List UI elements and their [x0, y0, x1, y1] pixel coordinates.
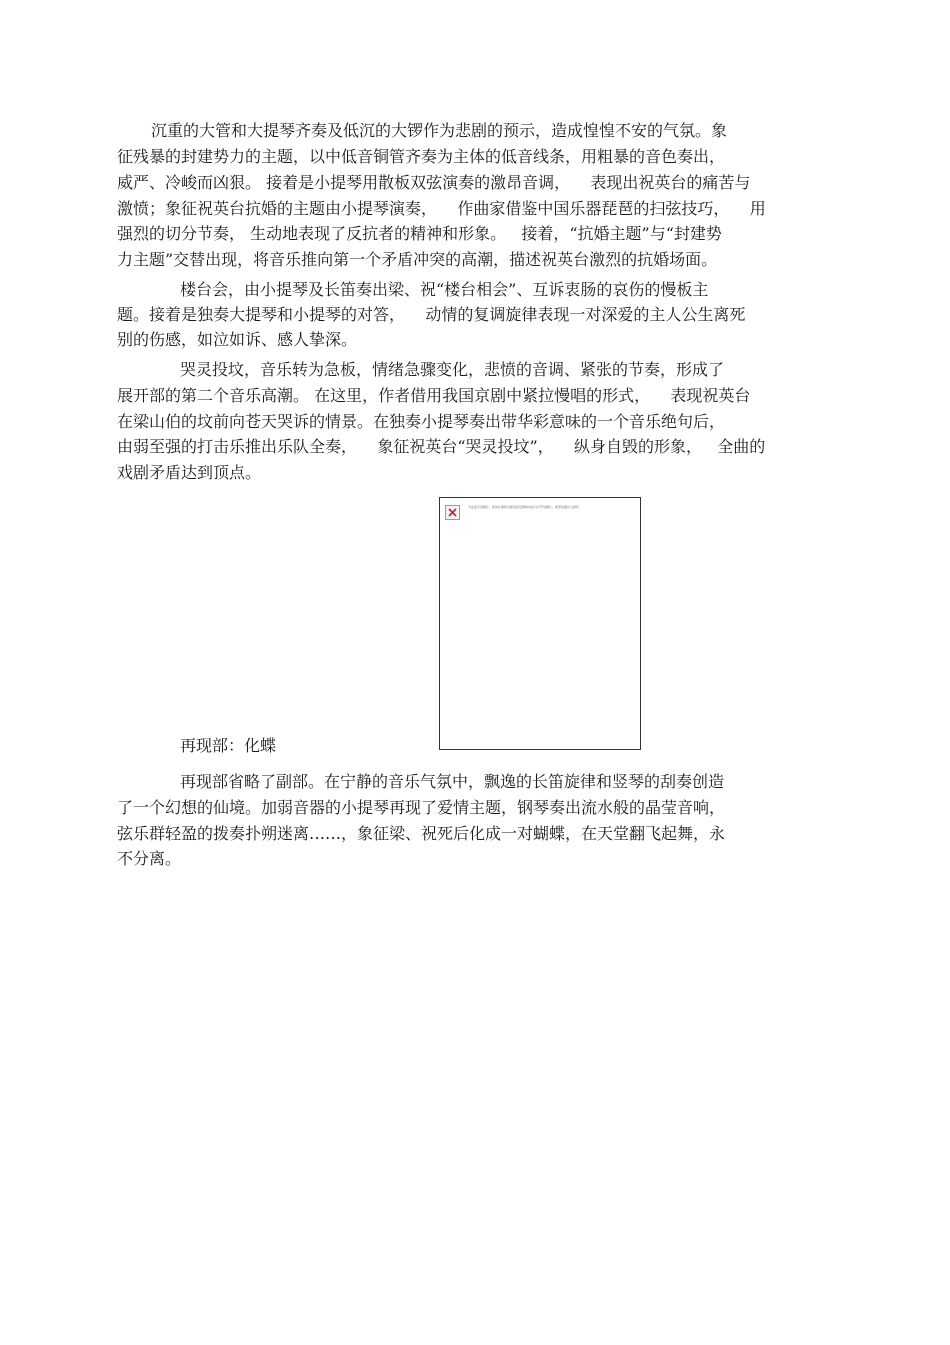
text-line: 威严、冷峻而凶狠。 接着是小提琴用散板双弦演奏的激昂音调， 表现出祝英台的痛苦与	[117, 173, 751, 192]
text-line: 激愤；象征祝英台抗婚的主题由小提琴演奏， 作曲家借鉴中国乐器琵琶的扫弦技巧， 用	[117, 199, 766, 218]
broken-image-placeholder	[439, 497, 641, 750]
text-line: 沉重的大管和大提琴齐奏及低沉的大锣作为悲剧的预示，造成惶惶不安的气氛。象	[151, 121, 728, 140]
image-alt-text: 无法显示该图片。你的计算机可能没有足够的内存以打开该图片，或者该图片已损坏。	[468, 505, 583, 509]
text-line: 弦乐群轻盈的拨奏扑朔迷离……，象征梁、祝死后化成一对蝴蝶，在天堂翻飞起舞，永	[117, 824, 726, 843]
text-line: 在梁山伯的坟前向苍天哭诉的情景。在独奏小提琴奏出带华彩意味的一个音乐绝句后，	[117, 412, 726, 431]
text-line: 戏剧矛盾达到顶点。	[117, 463, 262, 482]
text-line: 力主题”交替出现，将音乐推向第一个矛盾冲突的高潮，描述祝英台激烈的抗婚场面。	[117, 250, 718, 269]
text-line: 征残暴的封建势力的主题，以中低音铜管齐奏为主体的低音线条，用粗暴的音色奏出，	[117, 147, 726, 166]
text-line: 楼台会，由小提琴及长笛奏出梁、祝“楼台相会”、互诉衷肠的哀伤的慢板主	[180, 280, 709, 299]
broken-image-icon	[445, 505, 460, 520]
text-line: 哭灵投坟，音乐转为急板，情绪急骤变化，悲愤的音调、紧张的节奏，形成了	[180, 360, 725, 379]
text-line: 不分离。	[117, 849, 182, 868]
text-line: 由弱至强的打击乐推出乐队全奏， 象征祝英台“哭灵投坟”， 纵身自毁的形象， 全曲的	[117, 437, 766, 456]
text-line: 别的伤感，如泣如诉、感人挚深。	[117, 330, 358, 349]
text-line: 再现部省略了副部。在宁静的音乐气氛中，飘逸的长笛旋律和竖琴的刮奏创造	[180, 772, 725, 791]
section-heading: 再现部：化蝶	[180, 736, 277, 755]
text-line: 题。接着是独奏大提琴和小提琴的对答， 动情的复调旋律表现一对深爱的主人公生离死	[117, 305, 746, 324]
text-line: 强烈的切分节奏， 生动地表现了反抗者的精神和形象。 接着，“抗婚主题”与“封建势	[117, 224, 722, 243]
text-line: 了一个幻想的仙境。加弱音器的小提琴再现了爱情主题，钢琴奏出流水般的晶莹音响，	[117, 798, 726, 817]
text-line: 展开部的第二个音乐高潮。 在这里，作者借用我国京剧中紧拉慢唱的形式， 表现祝英台	[117, 386, 751, 405]
